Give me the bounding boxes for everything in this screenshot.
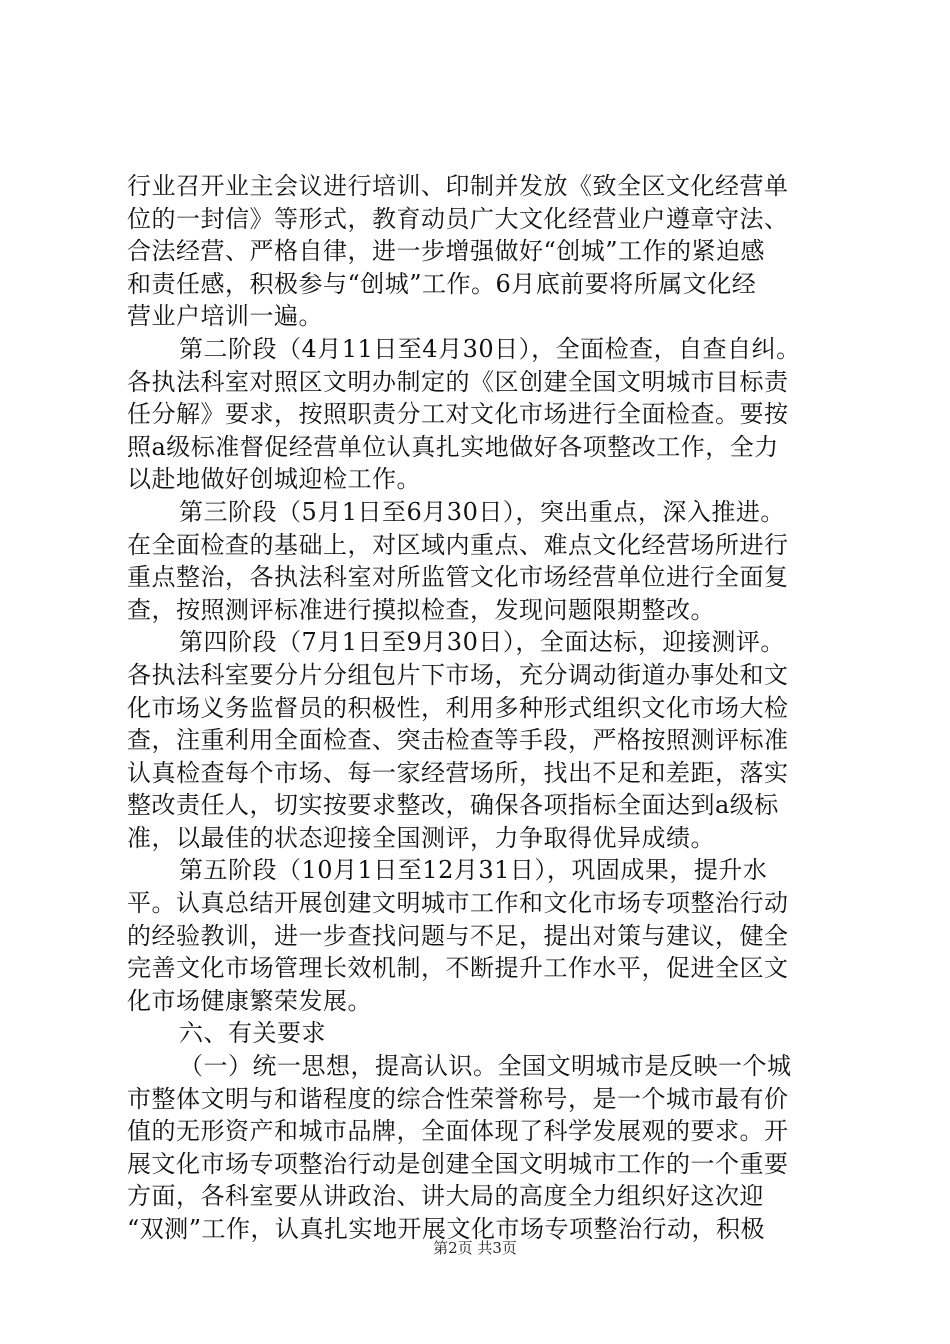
body-text-line: 化市场健康繁荣发展。 [127, 986, 372, 1015]
body-text-line: 以赴地做好创城迎检工作。 [127, 465, 421, 494]
document-body [127, 170, 842, 1246]
body-text-line: 准，以最佳的状态迎接全国测评，力争取得优异成绩。 [127, 823, 715, 852]
body-text-line: 值的无形资产和城市品牌，全面体现了科学发展观的要求。开 [127, 1117, 789, 1146]
body-text-line: 照a级标准督促经营单位认真扎实地做好各项整改工作，全力 [127, 432, 779, 461]
body-text-line: 位的一封信》等形式，教育动员广大文化经营业户遵章守法、 [127, 204, 789, 233]
body-text-line: 查，按照测评标准进行摸拟检查，发现问题限期整改。 [127, 595, 715, 624]
body-text-line: 和责任感，积极参与“创城”工作。6月底前要将所属文化经 [127, 269, 757, 298]
body-text-line: 各执法科室要分片分组包片下市场，充分调动街道办事处和文 [127, 660, 789, 689]
body-text-line: （一）统一思想，提高认识。全国文明城市是反映一个城 [179, 1052, 792, 1081]
body-text-line: 在全面检查的基础上，对区域内重点、难点文化经营场所进行 [127, 530, 789, 559]
body-text-line: 展文化市场专项整治行动是创建全国文明城市工作的一个重要 [127, 1149, 789, 1178]
body-text-line: 查，注重利用全面检查、突击检查等手段，严格按照测评标准 [127, 726, 789, 755]
body-text-line: 重点整治，各执法科室对所监管文化市场经营单位进行全面复 [127, 563, 789, 592]
body-text-line: 行业召开业主会议进行培训、印制并发放《致全区文化经营单 [127, 172, 789, 200]
body-text-line: 合法经营、严格自律，进一步增强做好“创城”工作的紧迫感 [127, 237, 766, 266]
body-text-line: 第二阶段（4月11日至4月30日），全面检查，自查自纠。 [179, 334, 801, 363]
body-text-line: 整改责任人，切实按要求整改，确保各项指标全面达到a级标 [127, 791, 779, 820]
body-text-line: 营业户培训一遍。 [127, 302, 323, 331]
body-text-line: 第三阶段（5月1日至6月30日），突出重点，深入推进。 [179, 497, 785, 526]
body-text-line: 任分解》要求，按照职责分工对文化市场进行全面检查。要按 [127, 400, 789, 429]
body-text-line: 六、有关要求 [179, 1019, 326, 1048]
page-footer: 第2页 共3页 [433, 1239, 517, 1257]
body-text-line: 第五阶段（10月1日至12月31日），巩固成果，提升水 [179, 856, 768, 885]
body-text-line: 平。认真总结开展创建文明城市工作和文化市场专项整治行动 [127, 889, 789, 918]
body-text-line: 认真检查每个市场、每一家经营场所，找出不足和差距，落实 [127, 758, 789, 787]
body-text-line: 市整体文明与和谐程度的综合性荣誉称号，是一个城市最有价 [127, 1084, 789, 1113]
body-text-line: 各执法科室对照区文明办制定的《区创建全国文明城市目标责 [127, 367, 789, 396]
body-text-line: 完善文化市场管理长效机制，不断提升工作水平，促进全区文 [127, 954, 789, 983]
body-text-line: “双测”工作，认真扎实地开展文化市场专项整治行动，积极 [127, 1215, 766, 1243]
body-text-line: 的经验教训，进一步查找问题与不足，提出对策与建议，健全 [127, 921, 789, 950]
body-text-line: 第四阶段（7月1日至9月30日），全面达标，迎接测评。 [179, 628, 785, 657]
body-text-line: 化市场义务监督员的积极性，利用多种形式组织文化市场大检 [127, 693, 789, 722]
body-text-line: 方面，各科室要从讲政治、讲大局的高度全力组织好这次迎 [127, 1182, 764, 1211]
